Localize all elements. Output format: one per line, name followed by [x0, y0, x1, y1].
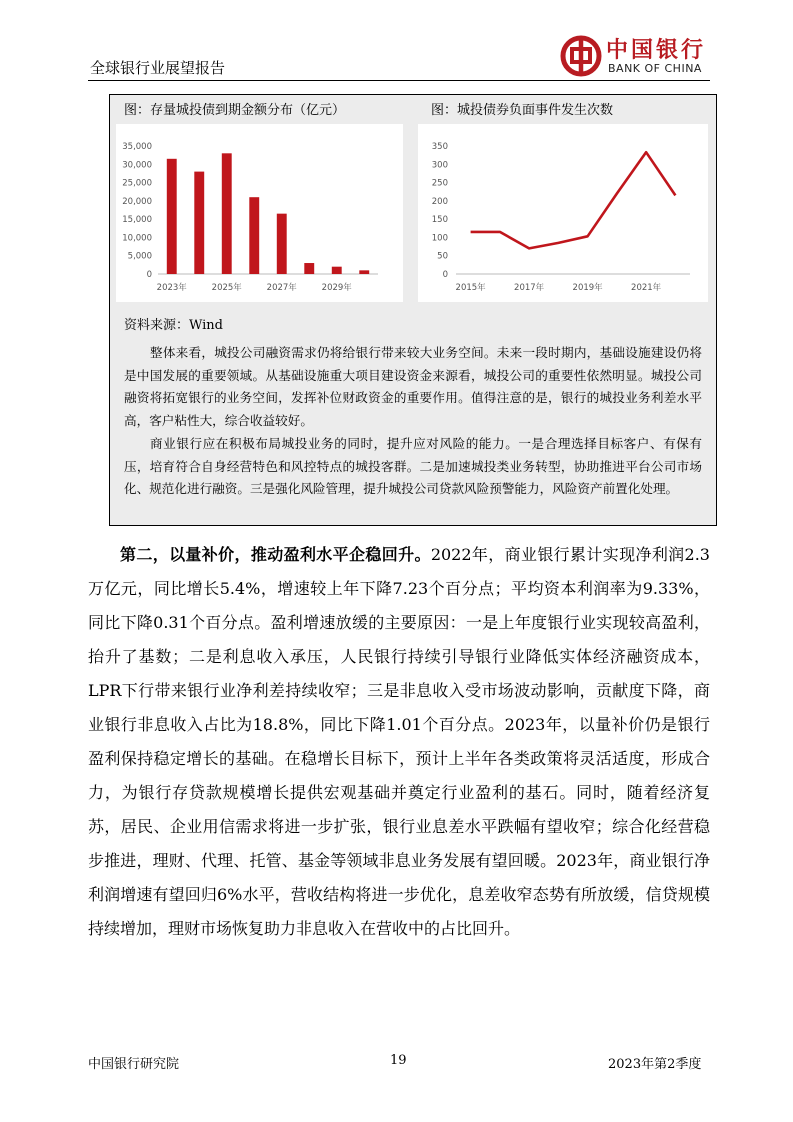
y-tick-label: 200 [431, 196, 448, 207]
data-source: 资料来源：Wind [124, 318, 223, 333]
bar-2026年 [249, 197, 259, 274]
chart1-title: 图：存量城投债到期金额分布（亿元） [124, 103, 346, 118]
bar-2027年 [277, 214, 287, 274]
line-chart [418, 124, 708, 302]
y-tick-label: 30,000 [122, 160, 152, 171]
chart1-area [116, 124, 403, 302]
logo-english-name: BANK OF CHINA [608, 62, 702, 75]
report-title: 全球银行业展望报告 [90, 59, 226, 77]
x-tick-label: 2021年 [631, 283, 662, 293]
y-tick-label: 20,000 [122, 196, 152, 207]
x-tick-label: 2025年 [211, 283, 242, 293]
chart2-title: 图：城投债券负面事件发生次数 [431, 103, 614, 118]
y-tick-label: 350 [431, 142, 448, 152]
y-tick-label: 50 [437, 251, 448, 262]
y-tick-label: 0 [442, 270, 448, 280]
y-tick-label: 150 [431, 215, 448, 226]
x-tick-label: 2019年 [572, 283, 603, 293]
bar-chart [116, 124, 403, 302]
bar-2029年 [332, 267, 342, 274]
header-divider [88, 80, 710, 81]
x-tick-label: 2029年 [321, 283, 352, 293]
box-paragraph-1: 整体来看，城投公司融资需求仍将给银行带来较大业务空间。未来一段时期内，基础设施建设仍将是中国发展的重要领域。从基础设施重大项目建设资金来源看，城投公司的重要性依然明显。城投公司融资将拓宽银行的业务空间，发挥补位财政资金的重要作用。值得注意的是，银行的城投业务利差水平高，客户粘性大，综合收益较好。 [124, 345, 702, 428]
logo-chinese-name: 中国银行 [606, 37, 707, 63]
y-tick-label: 15,000 [122, 215, 152, 226]
box-paragraph-2: 商业银行应在积极布局城投业务的同时，提升应对风险的能力。一是合理选择目标客户、有保有压，培育符合自身经营特色和风控特点的城投客群。二是加速城投类业务转型，协助推进平台公司市场化、规范化进行融资。三是强化风险管理，提升城投公司贷款风险预警能力，风险资产前置化处理。 [124, 436, 702, 496]
y-tick-label: 5,000 [127, 251, 152, 262]
bar-2025年 [222, 153, 232, 274]
footer-institute: 中国银行研究院 [88, 1057, 180, 1072]
x-tick-label: 2027年 [266, 283, 297, 293]
y-tick-label: 250 [431, 178, 448, 189]
bar-2023年 [167, 159, 177, 274]
bar-2030年 [359, 270, 369, 274]
x-tick-label: 2023年 [156, 283, 187, 293]
series-line-negative-events [471, 152, 676, 248]
y-tick-label: 100 [431, 233, 448, 244]
bar-2024年 [194, 172, 204, 274]
y-tick-label: 300 [431, 160, 448, 171]
y-tick-label: 25,000 [122, 178, 152, 189]
paragraph-body: 2022年，商业银行累计实现净利润2.3万亿元，同比增长5.4%，增速较上年下降7.23个百分点；平均资本利润率为9.33%，同比下降0.31个百分点。盈利增速放缓的主要原因：一是上年度银行业实现较高盈利，抬升了基数；二是利息收入承压，人民银行持续引导银行业降低实体经济融资成本，LPR下行带来银行业净利差持续收窄；三是非息收入受市场波动影响，贡献度下降，商业银行非息收入占比为18.8%，同比下降1.01个百分点。2023年，以量补价仍是银行盈利保持稳定增长的基础。在稳增长目标下，预计上半年各类政策将灵活适度，形成合力，为银行存贷款规模增长提供宏观基础并奠定行业盈利的基石。同时，随着经济复苏，居民、企业用信需求将进一步扩张，银行业息差水平跌幅有望收窄；综合化经营稳步推进，理财、代理、托管、基金等领域非息业务发展有望回暖。2023年，商业银行净利润增速有望回归6%水平，营收结构将进一步优化，息差收窄态势有所放缓，信贷规模持续增加，理财市场恢复助力非息收入在营收中的占比回升。 [88, 545, 710, 938]
main-paragraph [88, 538, 710, 946]
paragraph-lead: 第二，以量补价，推动盈利水平企稳回升。 [120, 545, 431, 564]
bar-2028年 [304, 263, 314, 274]
chart2-area [418, 124, 708, 302]
footer-quarter: 2023年第2季度 [608, 1057, 702, 1072]
y-tick-label: 35,000 [122, 142, 152, 152]
x-tick-label: 2017年 [514, 283, 545, 293]
page-number: 19 [390, 1053, 407, 1068]
x-tick-label: 2015年 [455, 283, 486, 293]
y-tick-label: 10,000 [122, 233, 152, 244]
y-tick-label: 0 [146, 270, 152, 280]
bank-emblem-icon [560, 35, 602, 77]
bank-logo [560, 33, 710, 79]
